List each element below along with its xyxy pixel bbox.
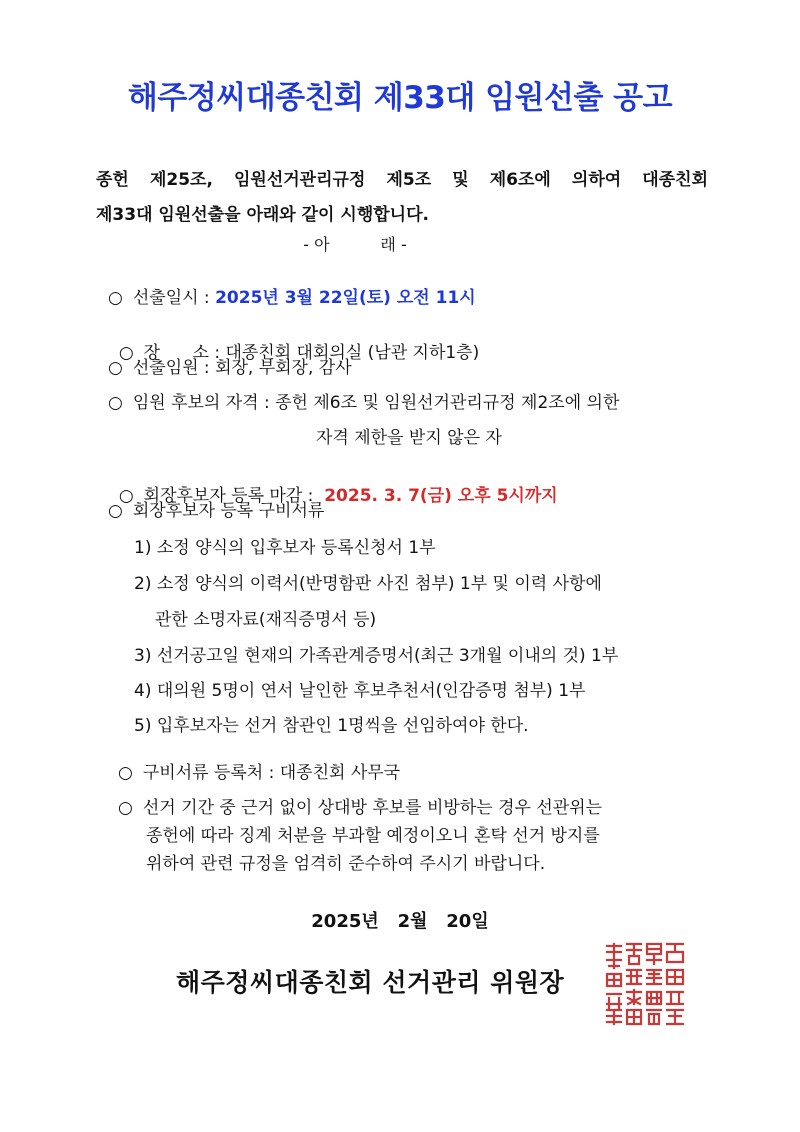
note-warning-line-3: 위하여 관련 규정을 엄격히 준수하여 주시기 바랍니다. — [146, 854, 546, 874]
subheading: - 아 래 - — [303, 235, 407, 254]
item-qualification — [108, 388, 619, 413]
bullet-icon: ○ — [108, 393, 123, 413]
bullet-icon: ○ — [108, 501, 123, 521]
document-item-1: 1) 소정 양식의 입후보자 등록신청서 1부 — [134, 538, 436, 558]
item-documents-heading — [108, 496, 324, 521]
bullet-icon: ○ — [118, 486, 134, 506]
document-item-4: 4) 대의원 5명이 연서 날인한 후보추천서(인감증명 첨부) 1부 — [134, 681, 586, 701]
issue-date: 2025년 2월 20일 — [311, 911, 489, 932]
intro-line-2: 제33대 임원선출을 아래와 같이 시행합니다. — [96, 205, 429, 225]
document-item-3: 3) 선거공고일 현재의 가족관계증명서(최근 3개월 이내의 것) 1부 — [134, 646, 619, 666]
date-label: 선출일시 : — [132, 288, 216, 308]
bullet-icon: ○ — [118, 343, 134, 363]
bullet-icon: ○ — [118, 763, 133, 783]
place-text: 장 소 : 대종친회 대회의실 (남관 지하1층) — [143, 343, 480, 363]
intro-paragraph — [96, 163, 708, 233]
bullet-icon: ○ — [118, 798, 133, 818]
note-office-text: 구비서류 등록처 : 대종친회 사무국 — [142, 763, 401, 783]
signature: 해주정씨대종친회 선거관리 위원장 — [176, 968, 565, 997]
deadline-value: 2025. 3. 7(금) 오후 5시까지 — [324, 486, 558, 506]
positions-text: 선출임원 : 회장, 부회장, 감사 — [132, 358, 352, 378]
bullet-icon: ○ — [108, 358, 123, 378]
note-office — [118, 758, 400, 783]
document-item-2-line-2: 관한 소명자료(재직증명서 등) — [155, 610, 377, 630]
page-title: 해주정씨대종친회 제33대 임원선출 공고 — [127, 80, 673, 116]
deadline-label: 회장후보자 등록 마감 : — [143, 486, 325, 506]
bullet-icon: ○ — [108, 288, 123, 308]
documents-heading-text: 회장후보자 등록 구비서류 — [132, 501, 325, 521]
item-positions — [108, 353, 352, 378]
note-warning-line-1 — [118, 793, 602, 818]
note-warning-line-2: 종헌에 따라 징계 처분을 부과할 예정이오니 혼탁 선거 방지를 — [146, 826, 600, 846]
document-item-2-line-1: 2) 소정 양식의 이력서(반명함판 사진 첨부) 1부 및 이력 사항에 — [134, 574, 602, 594]
item-date — [108, 283, 476, 308]
intro-line-1: 종헌 제25조, 임원선거관리규정 제5조 및 제6조에 의하여 대종친회 — [96, 170, 708, 190]
qualification-text-2: 자격 제한을 받지 않은 자 — [316, 428, 502, 448]
note-warning-text-1: 선거 기간 중 근거 없이 상대방 후보를 비방하는 경우 선관위는 — [142, 798, 603, 818]
document-item-5: 5) 입후보자는 선거 참관인 1명씩을 선임하여야 한다. — [134, 716, 529, 736]
qualification-text-1: 임원 후보의 자격 : 종헌 제6조 및 임원선거관리규정 제2조에 의한 — [132, 393, 620, 413]
seal-stamp-icon — [601, 940, 691, 1028]
date-value: 2025년 3월 22일(토) 오전 11시 — [215, 288, 476, 308]
